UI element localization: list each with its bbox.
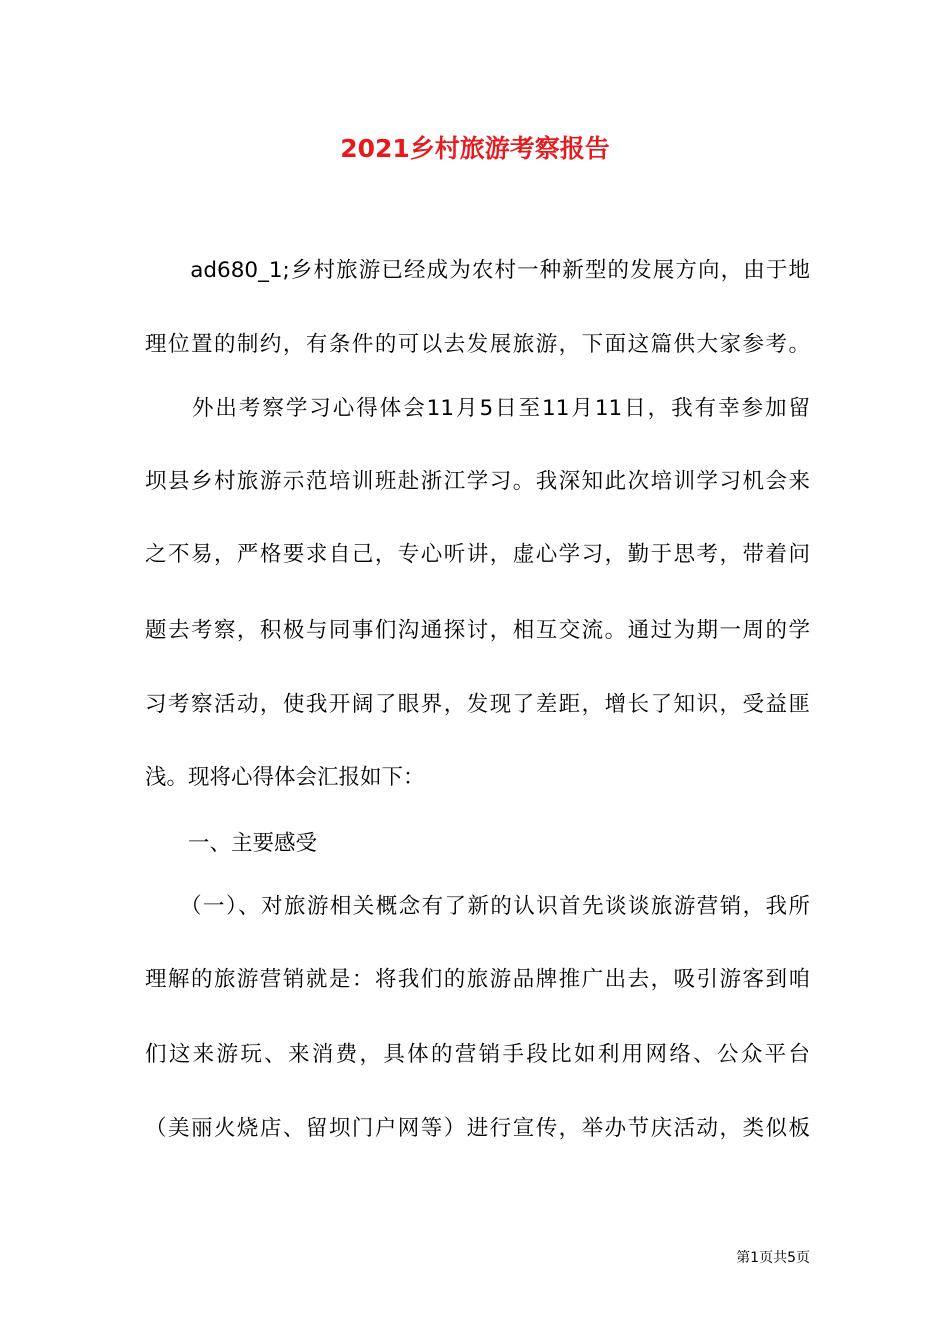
paragraph-line: 坝县乡村旅游示范培训班赴浙江学习。我深知此次培训学习机会来 — [145, 469, 810, 494]
paragraph-line: （美丽火烧店、留坝门户网等）进行宣传，举办节庆活动，类似板 — [145, 1116, 810, 1141]
section-heading: 一、主要感受 — [145, 831, 318, 856]
paragraph-line: 们这来游玩、来消费，具体的营销手段比如利用网络、公众平台 — [145, 1042, 810, 1067]
paragraph-line: （一）、对旅游相关概念有了新的认识首先谈谈旅游营销，我所 — [145, 894, 810, 919]
paragraph-line: 外出考察学习心得体会11月5日至11月11日，我有幸参加留 — [145, 396, 810, 421]
paragraph-line: 浅。现将心得体会汇报如下： — [145, 765, 425, 790]
paragraph-line: 之不易，严格要求自己，专心听讲，虚心学习，勤于思考，带着问 — [145, 542, 810, 567]
paragraph-line: 理解的旅游营销就是：将我们的旅游品牌推广出去，吸引游客到咱 — [145, 967, 810, 992]
paragraph-line: 理位置的制约，有条件的可以去发展旅游，下面这篇供大家参考。 — [145, 332, 810, 357]
document-title: 2021乡村旅游考察报告 — [340, 134, 610, 163]
paragraph-line: 习考察活动，使我开阔了眼界，发现了差距，增长了知识，受益匪 — [145, 692, 810, 717]
page-number-footer: 第1页共5页 — [736, 1250, 810, 1266]
paragraph-line: 题去考察，积极与同事们沟通探讨，相互交流。通过为期一周的学 — [145, 618, 810, 643]
paragraph-line: ad680_1;乡村旅游已经成为农村一种新型的发展方向，由于地 — [145, 258, 810, 283]
